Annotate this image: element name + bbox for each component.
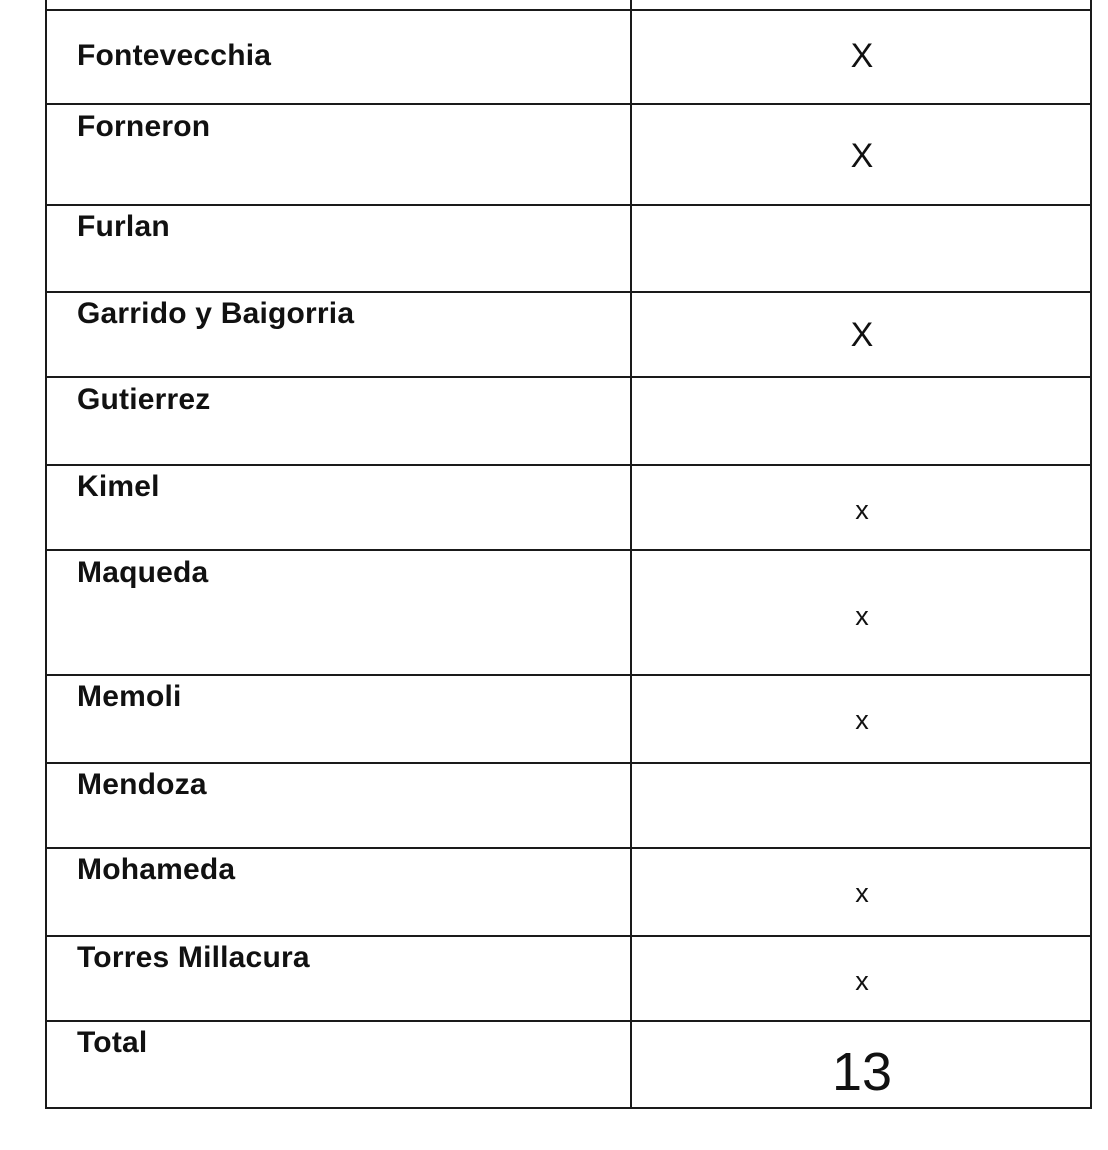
row-divider xyxy=(45,847,1092,849)
total-value: 13 xyxy=(831,1042,893,1102)
row-name: Maqueda xyxy=(77,556,209,589)
row-name: Forneron xyxy=(77,110,211,143)
row-divider xyxy=(45,464,1092,466)
row-divider xyxy=(45,549,1092,551)
row-mark: X xyxy=(850,316,874,354)
row-divider xyxy=(45,204,1092,206)
row-mark: x xyxy=(855,878,869,908)
row-mark: x xyxy=(855,966,869,996)
row-name: Furlan xyxy=(77,210,170,243)
row-divider xyxy=(45,762,1092,764)
row-name: Mohameda xyxy=(77,853,236,886)
row-divider xyxy=(45,674,1092,676)
row-name: Gutierrez xyxy=(77,383,211,416)
row-mark: x xyxy=(855,705,869,735)
row-divider xyxy=(45,376,1092,378)
row-divider xyxy=(45,291,1092,293)
row-mark: x xyxy=(855,495,869,525)
row-name: Memoli xyxy=(77,680,182,713)
row-name: Fontevecchia xyxy=(77,39,272,72)
row-divider xyxy=(45,1020,1092,1022)
row-mark: x xyxy=(855,601,869,631)
row-divider xyxy=(45,103,1092,105)
row-divider xyxy=(45,9,1092,11)
row-mark: X xyxy=(850,137,874,175)
row-name: Garrido y Baigorria xyxy=(77,297,355,330)
row-name: Torres Millacura xyxy=(77,941,310,974)
row-divider xyxy=(45,935,1092,937)
row-name: Kimel xyxy=(77,470,160,503)
row-name: Mendoza xyxy=(77,768,207,801)
total-label: Total xyxy=(77,1026,148,1059)
row-mark: X xyxy=(850,37,874,75)
